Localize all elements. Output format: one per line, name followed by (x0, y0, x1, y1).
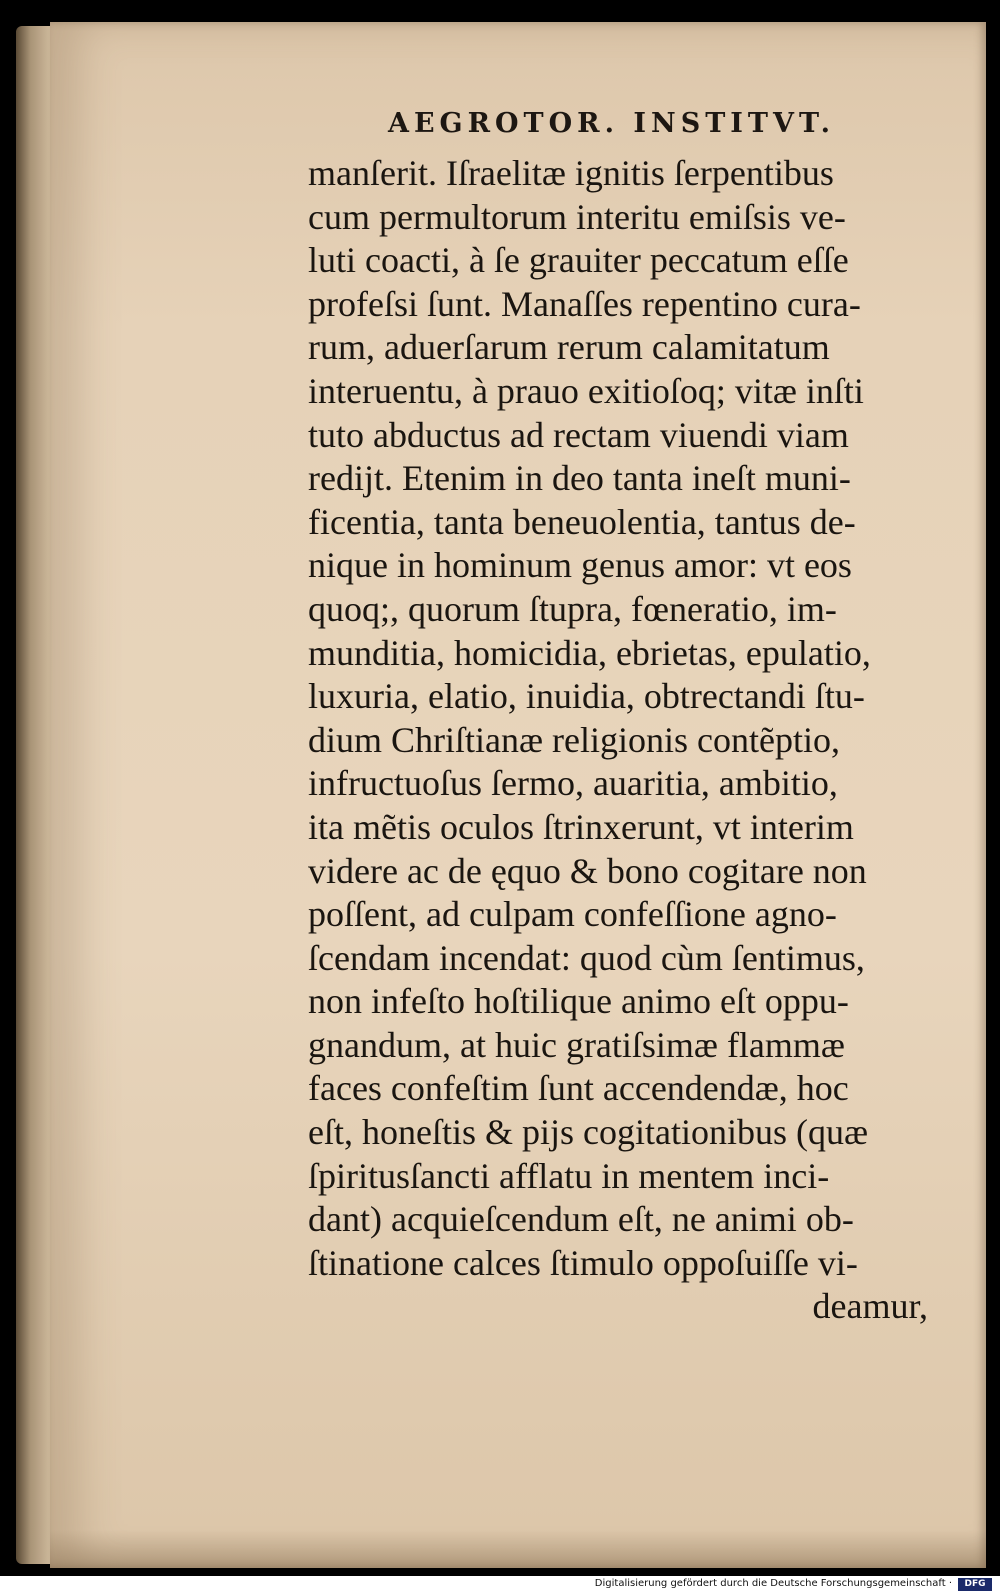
body-text (308, 152, 928, 1329)
text-line: dant) acquieſcendum eſt, ne animi ob- (308, 1199, 854, 1240)
text-line: rum, aduerſarum rerum calamitatum (308, 327, 830, 368)
running-header: AEGROTOR. INSTITVT. (388, 108, 835, 139)
text-line: ſcendam incendat: quod cùm ſentimus, (308, 937, 865, 978)
text-line: infructuoſus ſermo, auaritia, ambitio, (308, 763, 838, 804)
text-line: luxuria, elatio, inuidia, obtrectandi ſtu- (308, 676, 865, 717)
text-line: luti coacti, à ſe grauiter peccatum eſſe (308, 240, 849, 281)
text-line: quoq;, quorum ſtupra, fœneratio, im- (308, 588, 837, 629)
text-line: ſtinatione calces ſtimulo oppoſuiſſe vi- (308, 1242, 858, 1283)
text-line: ſpiritusſancti afflatu in mentem inci- (308, 1155, 830, 1196)
text-line: ita mẽtis oculos ſtrinxerunt, vt interim (308, 806, 854, 847)
text-line: interuentu, à prauo exitioſoq; vitæ inſti (308, 370, 864, 411)
text-line: redijt. Etenim in deo tanta ineſt muni- (308, 458, 851, 499)
text-line: gnandum, at huic gratiſsimæ flammæ (308, 1024, 845, 1065)
text-line: profeſsi ſunt. Manaſſes repentino cura- (308, 283, 861, 324)
text-line: faces confeſtim ſunt accendendæ, hoc (308, 1068, 849, 1109)
text-line: tuto abductus ad rectam viuendi viam (308, 414, 849, 455)
text-line: manſerit. Iſraelitæ ignitis ſerpentibus (308, 153, 834, 193)
text-line: non infeſto hoſtilique animo eſt oppu- (308, 981, 849, 1022)
footer-credit: Digitalisierung gefördert durch die Deutsche Forschungsgemeinschaft · (594, 1578, 952, 1589)
text-line: cum permultorum interitu emiſsis ve- (308, 196, 846, 237)
catchword: deamur, (812, 1286, 928, 1327)
text-line: nique in hominum genus amor: vt eos (308, 545, 852, 586)
text-line: ficentia, tanta beneuolentia, tantus de- (308, 501, 856, 542)
text-line: munditia, homicidia, ebrietas, epulatio, (308, 632, 871, 673)
dfg-logo: DFG (958, 1578, 992, 1591)
text-line: eſt, honeſtis & pijs cogitationibus (quæ (308, 1112, 868, 1153)
text-line: dium Chriſtianæ religionis contẽptio, (308, 719, 840, 760)
page-shadow (50, 1530, 986, 1568)
text-line: poſſent, ad culpam confeſſione agno- (308, 894, 837, 935)
text-line: videre ac de ęquo & bono cogitare non (308, 850, 867, 891)
